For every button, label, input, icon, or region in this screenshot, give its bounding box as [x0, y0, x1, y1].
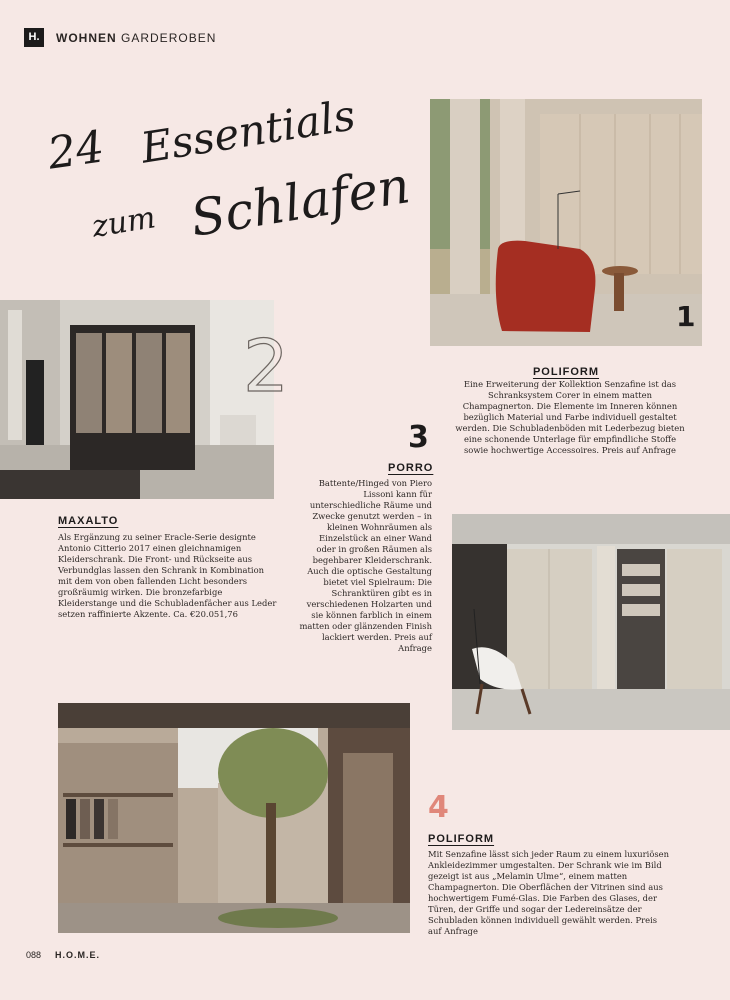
photo-porro-wardrobe — [452, 514, 730, 730]
brand-poliform-4: POLIFORM — [428, 833, 495, 845]
topic-label: GARDEROBEN — [121, 31, 217, 45]
magazine-logo: H. — [24, 28, 44, 47]
brand-maxalto: MAXALTO — [58, 515, 119, 527]
item-2-text: Als Ergänzung zu seiner Eracle-Serie designte Antonio Citterio 2017 einen gleichnamigen Kleiderschrank. Die Front- und Rückseite aus Verbundglas lassen den Schrank in Kombination mit dem von oben fallenden Licht besonders großräumig wirken. Die bronzefarbige Kleiderstange und die Schubladenfächer aus Leder setzen raffinierte Akzente. Ca. €20.051,76 — [58, 532, 277, 619]
item-3-text: Battente/Hinged von Piero Lissoni kann für unterschiedliche Räume und Zwecke genutzt werden – in kleinen Wohnräumen als Einzelstück an einer Wand oder in großen Räumen als begehbarer Kleiderschrank. Auch die optische Gestaltung bietet viel Spielraum: Die Schranktüren gibt es in verschiedenen Holzarten und sie können farblich in einem matten oder glänzenden Finish lackiert werden. Preis auf Anfrage — [299, 478, 432, 653]
photo-poliform-armchair — [430, 99, 702, 346]
brand-porro: PORRO — [388, 462, 434, 474]
section-label: WOHNEN — [56, 31, 117, 45]
headline-schlafen: Schlafen — [186, 156, 414, 248]
photo-poliform-walkin — [58, 703, 410, 933]
photo-maxalto-wardrobe — [0, 300, 274, 499]
headline-zum: zum — [89, 200, 158, 245]
item-1-text: Eine Erweiterung der Kollektion Senzafine ist das Schranksystem Corer in einem matten Champagnerton. Die Elemente im Inneren können bezüglich Material und Farbe individuell gestaltet werden. Die Schubladenböden mit Lederbezug bieten eine schonende Unterlage für empfindliche Stoffe sowie hochwertige Accessoires. Preis auf Anfrage — [455, 379, 685, 455]
headline — [40, 90, 414, 265]
headline-essentials: Essentials — [137, 90, 359, 173]
page-number: 088 — [26, 950, 42, 960]
item-number-3: 3 — [408, 420, 429, 455]
item-number-2: 2 — [243, 324, 289, 408]
magazine-name: H.O.M.E. — [55, 950, 101, 960]
item-number-4: 4 — [428, 790, 449, 825]
item-number-1: 1 — [676, 300, 696, 333]
brand-poliform-1: POLIFORM — [532, 366, 600, 378]
headline-number: 24 — [44, 121, 108, 180]
item-4-text: Mit Senzafine lässt sich jeder Raum zu einem luxuriösen Ankleidezimmer umgestalten. Der Schrank wie im Bild gezeigt ist aus „Melamin Ulme“, einem matten Champagnerton. Die Oberflächen der Vitrinen sind aus hochwertigem Fumé-Glas. Die Farben des Glases, der Türen, der Griffe und sogar der Ledereinsätze der Schubladen können individuell gewählt werden. Preis auf Anfrage — [428, 849, 670, 936]
section-kicker — [56, 31, 216, 45]
